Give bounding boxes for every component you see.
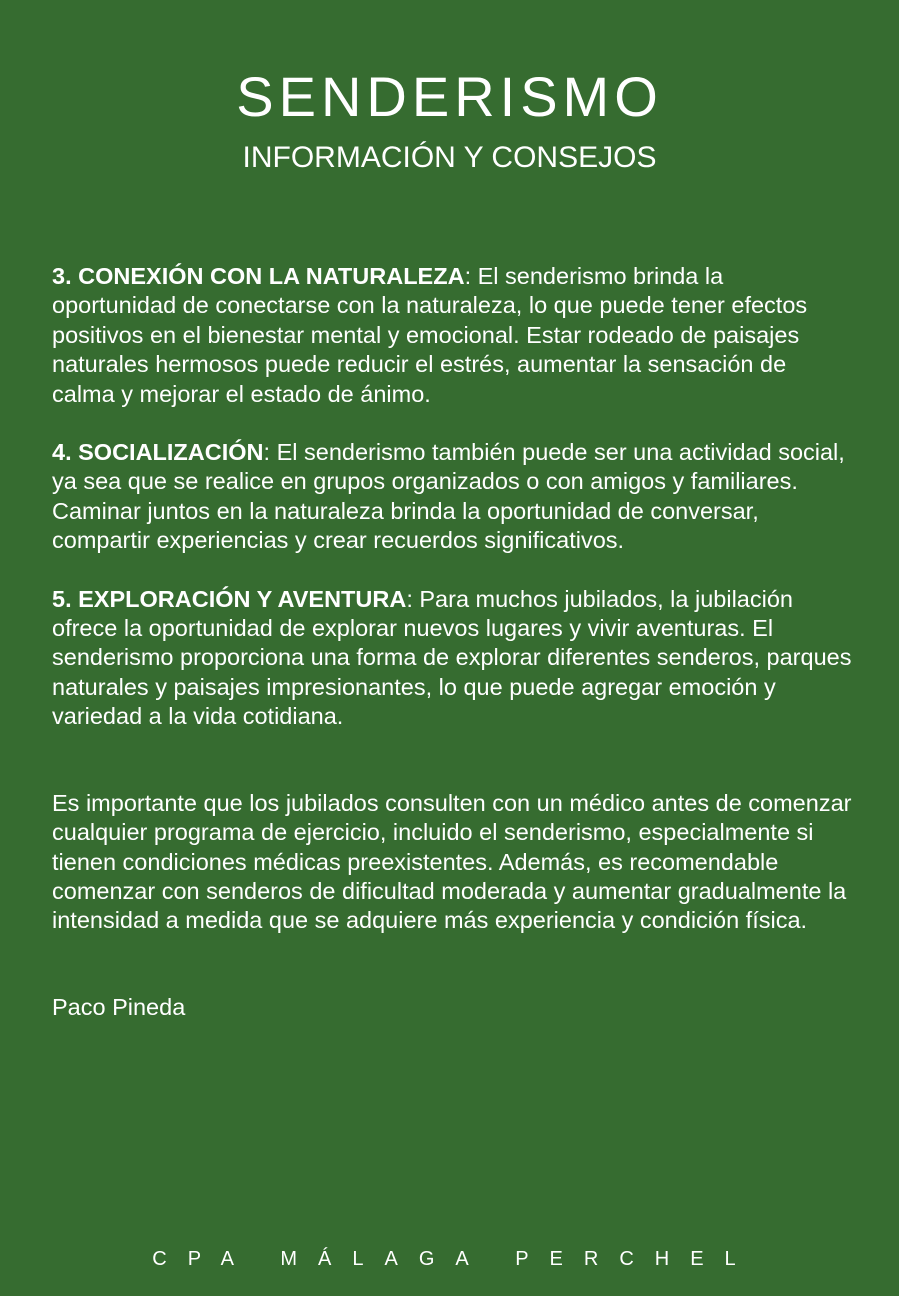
section-heading: 4. SOCIALIZACIÓN [52,439,264,466]
author-name: Paco Pineda [52,993,186,1020]
article-body [52,262,852,1022]
section-text: : Para muchos jubilados, la jubilación ofrece la oportunidad de explorar nuevos lugares y vivir aventuras. El senderismo proporciona una forma de explorar diferentes senderos, parques naturales y paisajes impresionantes, lo que puede agregar emoción y variedad a la vida cotidiana. [52,585,852,730]
section-socializacion [52,438,852,556]
advice-note: Es importante que los jubilados consulten con un médico antes de comenzar cualquier programa de ejercicio, incluido el senderismo, especialmente si tienen condiciones médicas preexistentes. Además, es recomendable comenzar con senderos de dificultad moderada y aumentar gradualmente la intensidad a medida que se adquiere más experiencia y condición física. [52,789,852,934]
page-header [0,62,899,178]
section-text: : El senderismo también puede ser una actividad social, ya sea que se realice en grupos organizados o con amigos y familiares. Caminar juntos en la naturaleza brinda la oportunidad de conversar, compartir experiencias y crear recuerdos significativos. [52,439,845,554]
page-subtitle: INFORMACIÓN Y CONSEJOS [242,141,657,174]
section-heading: 5. EXPLORACIÓN Y AVENTURA [52,585,407,612]
section-text: : El senderismo brinda la oportunidad de conectarse con la naturaleza, lo que puede tener efectos positivos en el bienestar mental y emocional. Estar rodeado de paisajes naturales hermosos puede reducir el estrés, aumentar la sensación de calma y mejorar el estado de ánimo. [52,263,808,407]
section-naturaleza [52,262,852,409]
page-title: SENDERISMO [236,65,663,128]
footer-organization: CPA MÁLAGA PERCHEL [152,1248,757,1270]
section-heading: 3. CONEXIÓN CON LA NATURALEZA [52,263,465,289]
section-exploracion [52,585,852,732]
